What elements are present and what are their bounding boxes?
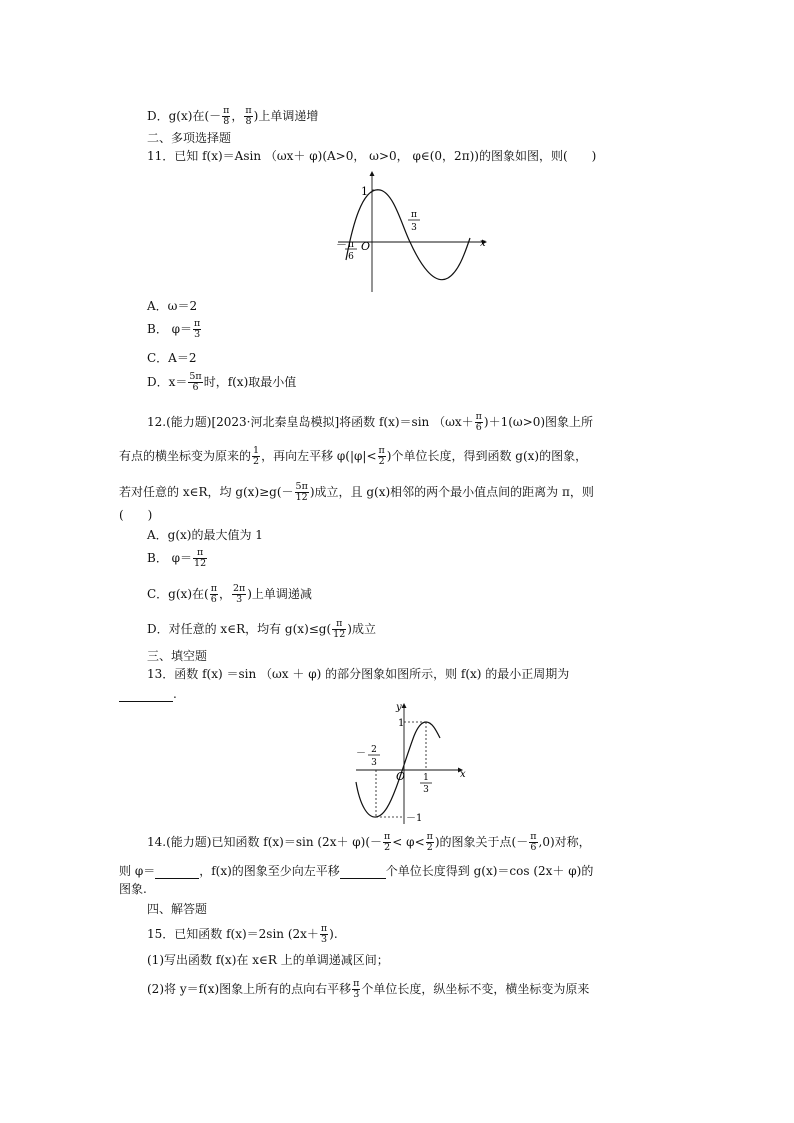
text: 若对任意的 x∈R，均 g(x)≥g(－ [119, 485, 294, 499]
numerator: 2π [232, 583, 246, 594]
option-label: D． [147, 109, 169, 123]
q13-stem: 13．函数 f(x) ＝sin （ωx ＋ φ) 的部分图象如图所示，则 f(x) 的最小正周期为 [147, 667, 570, 681]
text: . [173, 687, 177, 701]
denominator: 2 [253, 456, 260, 467]
numerator: π [475, 411, 482, 422]
fraction [383, 832, 391, 853]
q11-option-d [147, 372, 296, 393]
numerator: π [245, 105, 252, 116]
q14-line-2 [119, 863, 593, 879]
fraction [188, 372, 202, 393]
q11-stem: 11．已知 f(x)＝Asin （ωx＋ φ)(A>0， ω>0， φ∈(0，2π))的图象如图，则( ) [147, 149, 597, 163]
text: 在(－ [192, 109, 222, 123]
text: )上单调递增 [253, 109, 319, 123]
q13-answer-line [119, 686, 177, 702]
fraction [232, 584, 246, 605]
numerator: π [223, 105, 230, 116]
text: ， [231, 109, 244, 123]
text: 个单位长度得到 g(x)＝cos (2x＋ φ)的 [385, 864, 594, 878]
text: D．对任意的 x∈R，均有 g(x)≤g( [147, 622, 332, 636]
numerator: π [384, 831, 391, 842]
numerator: π [530, 831, 537, 842]
func-text: g(x) [168, 109, 193, 123]
text: )成立 [347, 622, 376, 636]
q11-sine-graph [334, 168, 494, 294]
text: 14.(能力题)已知函数 f(x)＝sin (2x＋ φ)(－ [147, 835, 383, 849]
numerator: π [193, 548, 207, 559]
fraction [426, 832, 434, 853]
text: 时，f(x)取最小值 [203, 375, 297, 389]
denominator: 12 [333, 629, 346, 640]
text: )的图象关于点(－ [434, 835, 529, 849]
right-tick-numerator: 1 [423, 773, 429, 783]
answer-blank[interactable] [119, 689, 173, 702]
fraction [332, 619, 346, 640]
x-axis-label: x [480, 238, 486, 249]
fraction [475, 412, 483, 433]
q12-answer-bracket: ( ) [119, 508, 153, 522]
numerator: π [426, 831, 433, 842]
text: ，f(x)的图象至少向左平移 [199, 864, 340, 878]
denominator: 6 [192, 382, 199, 393]
answer-blank-shift[interactable] [340, 866, 386, 879]
denominator: 3 [321, 934, 328, 945]
fraction [210, 584, 218, 605]
numerator: 1 [253, 445, 260, 456]
fraction [193, 319, 201, 340]
left-tick-denominator: 3 [371, 758, 377, 768]
q11-option-c: C．A＝2 [147, 351, 197, 365]
fraction [295, 482, 309, 503]
q12-option-c [147, 584, 312, 605]
denominator: 2 [384, 842, 391, 853]
text: 则 φ＝ [119, 864, 156, 878]
numerator: 5π [295, 481, 308, 492]
q14-line-3: 图象. [119, 882, 147, 896]
denominator: 12 [194, 558, 207, 569]
text: (2)将 y＝f(x)图象上所有的点向右平移 [147, 982, 352, 996]
denominator: 3 [236, 594, 243, 605]
left-tick-denominator: 6 [348, 252, 354, 262]
q15-part-1: (1)写出函数 f(x)在 x∈R 上的单调递减区间； [147, 953, 389, 967]
q12-option-b [147, 548, 208, 569]
y-tick-label: 1 [361, 185, 368, 198]
text: 12.(能力题)[2023·河北秦皇岛模拟]将函数 f(x)＝sin （ωx＋ [147, 415, 474, 429]
numerator: π [194, 318, 201, 329]
text: ,0)对称， [538, 835, 591, 849]
denominator: 6 [210, 594, 217, 605]
fraction [222, 106, 230, 127]
answer-blank-phi[interactable] [155, 866, 199, 879]
text: D．x＝ [147, 375, 188, 389]
text: ， [218, 587, 231, 601]
numerator: π [378, 445, 385, 456]
fraction [529, 832, 537, 853]
section-4-title: 四、解答题 [147, 902, 208, 916]
text: ，再向左平移 φ(|φ|< [261, 449, 377, 463]
fraction [320, 924, 328, 945]
section-2-title: 二、多项选择题 [147, 131, 232, 145]
q12-line-1 [147, 412, 593, 433]
q15-part-2 [147, 979, 589, 1000]
right-tick-numerator: π [411, 210, 417, 220]
numerator: π [332, 619, 346, 630]
numerator: π [210, 583, 217, 594]
numerator: π [353, 978, 360, 989]
text: 个单位长度，纵坐标不变，横坐标变为原来 [361, 982, 590, 996]
text: C．g(x)在( [147, 587, 209, 601]
text: )个单位长度，得到函数 g(x)的图象， [386, 449, 588, 463]
right-tick-denominator: 3 [423, 785, 429, 795]
text: 15．已知函数 f(x)＝2sin (2x＋ [147, 927, 319, 941]
minus-sign: － [336, 238, 347, 251]
numerator: 5π [189, 371, 202, 382]
denominator: 2 [426, 842, 433, 853]
sine-curve [346, 190, 470, 280]
text: 有点的横坐标变为原来的 [119, 449, 252, 463]
text: < φ< [392, 835, 425, 849]
denominator: 8 [223, 116, 230, 127]
text: )上单调递减 [247, 587, 312, 601]
q15-stem [147, 924, 338, 945]
denominator: 6 [475, 422, 482, 433]
text: )＋1(ω>0)图象上所 [483, 415, 594, 429]
fraction [252, 446, 260, 467]
numerator: π [320, 923, 328, 934]
left-tick-numerator: 2 [371, 745, 377, 755]
y-tick-minus-1: －1 [406, 813, 423, 824]
section-3-title: 三、填空题 [147, 649, 208, 663]
q12-line-3 [119, 482, 594, 503]
fraction [352, 979, 360, 1000]
text: ). [329, 927, 338, 941]
fraction [193, 548, 207, 569]
x-axis-label: x [460, 769, 466, 780]
text: B． φ＝ [147, 322, 193, 336]
right-tick-denominator: 3 [411, 223, 417, 233]
text: B． φ＝ [147, 551, 193, 565]
q11-option-b [147, 319, 202, 340]
q12-option-a: A．g(x)的最大值为 1 [147, 528, 263, 542]
q10-option-d [147, 106, 318, 127]
y-tick-1: 1 [398, 718, 405, 729]
q13-sine-graph [350, 700, 470, 826]
minus-sign: － [356, 748, 366, 759]
text: )成立，且 g(x)相邻的两个最小值点间的距离为 π，则 [309, 485, 594, 499]
origin-label: O [396, 770, 406, 783]
q11-option-a: A．ω＝2 [147, 299, 198, 313]
left-tick-numerator: π [348, 240, 354, 250]
q14-line-1 [147, 832, 591, 853]
denominator: 12 [295, 492, 308, 503]
q12-line-2 [119, 446, 587, 467]
denominator: 3 [353, 989, 360, 1000]
origin-label: O [361, 240, 371, 253]
denominator: 3 [194, 329, 201, 340]
denominator: 8 [245, 116, 252, 127]
y-axis-arrow-icon [370, 171, 375, 176]
q12-option-d [147, 619, 376, 640]
y-axis-label: y [396, 702, 402, 713]
y-axis-arrow-icon [402, 703, 407, 708]
fraction [378, 446, 386, 467]
fraction [244, 106, 252, 127]
denominator: 6 [530, 842, 537, 853]
denominator: 2 [378, 456, 385, 467]
